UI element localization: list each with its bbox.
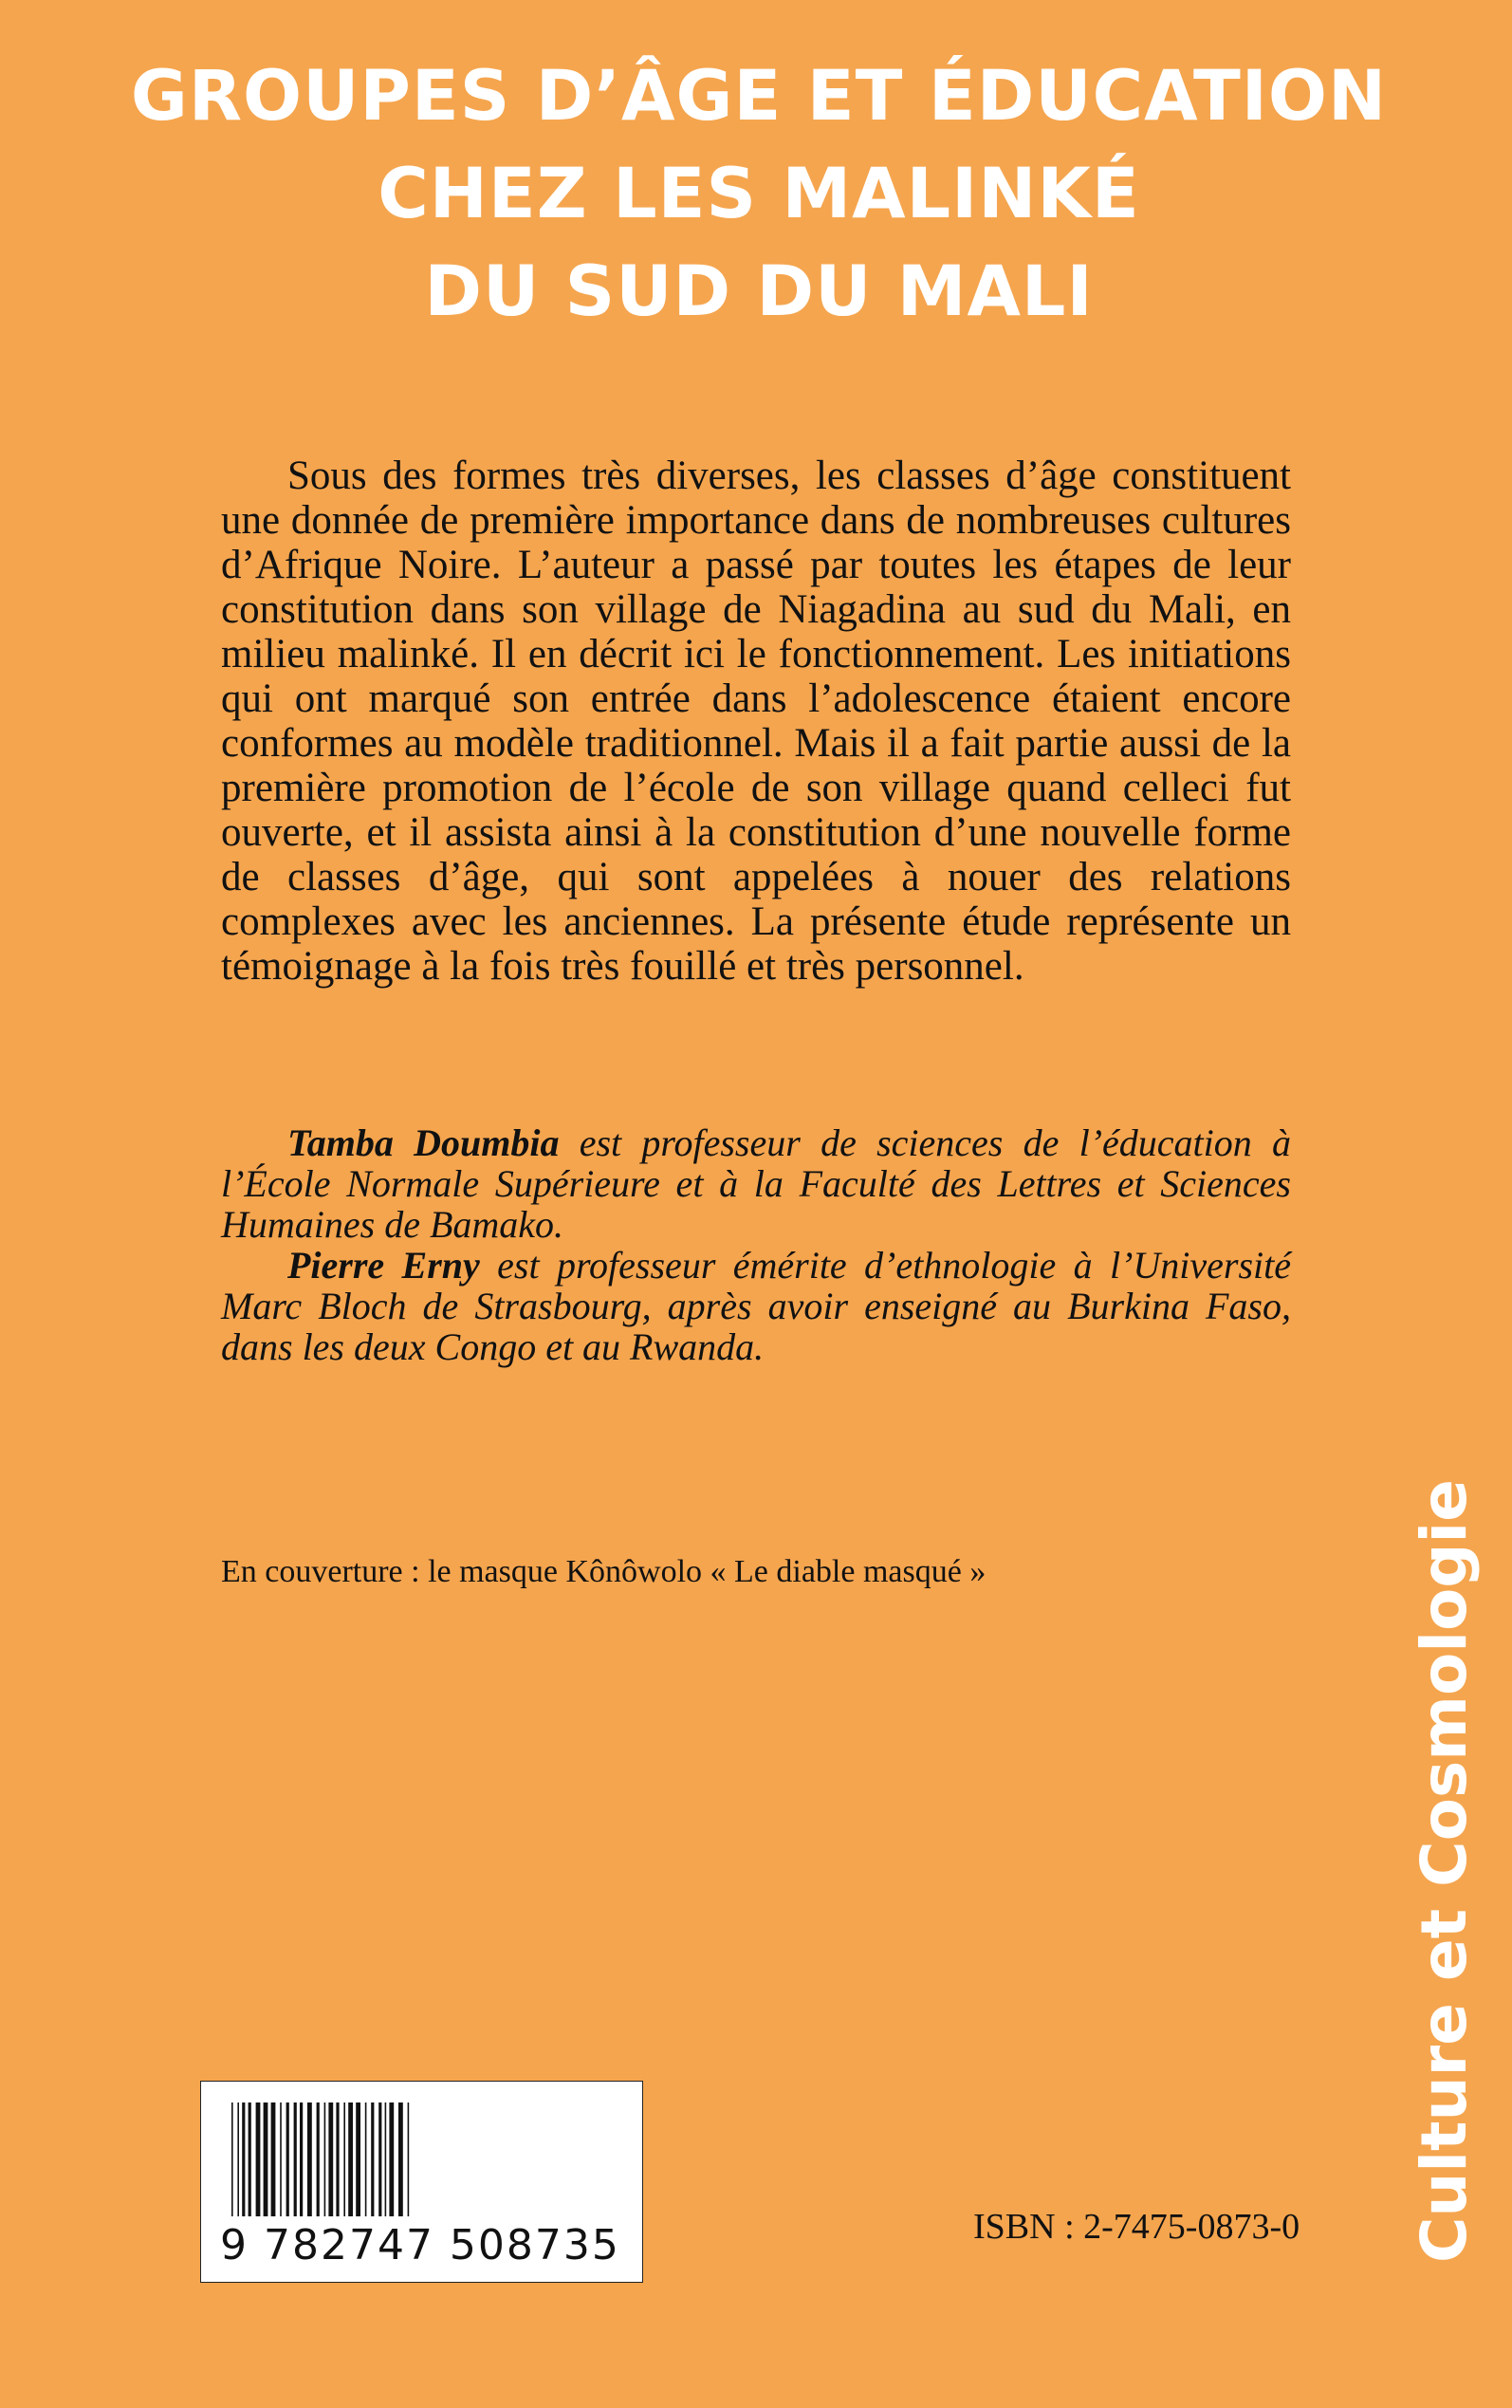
barcode-bar <box>408 2102 410 2216</box>
author-bios <box>221 1122 1291 1367</box>
barcode-bar <box>324 2102 326 2216</box>
title-line-3: DU SUD DU MALI <box>424 251 1094 332</box>
author-bio-2 <box>221 1245 1291 1367</box>
barcode-bar <box>385 2102 387 2216</box>
barcode-bar <box>336 2102 339 2216</box>
barcode-bar <box>300 2102 303 2216</box>
barcode-bar <box>242 2102 245 2216</box>
back-cover-blurb: Sous des formes très diverses, les classes d’âge constituent une donnée de première importance dans de nombreuses cultures d’Afrique Noire. L’auteur a passé par toutes les étapes de leur constitution dans son village de Niagadina au sud du Mali, en milieu malinké. Il en décrit ici le fonctionnement. Les initiations qui ont marqué son entrée dans l’adolescence étaient encore conformes au modèle traditionnel. Mais il a fait partie aussi de la première promotion de l’école de son village quand celleci fut ouverte, et il assista ainsi à la constitution d’une nouvelle forme de classes d’âge, qui sont appelées à nouer des relations complexes avec les anciennes. La présente étude représente un témoignage à la fois très fouillé et très personnel. <box>221 454 1291 989</box>
barcode-bar <box>365 2102 367 2216</box>
author-text-2: est professeur émérite d’ethnologie à l’Université Marc Bloch de Strasbourg, après avoir enseigné au Burkina Faso, dans les deux Congo et au Rwanda. <box>221 1244 1292 1368</box>
barcode-bar <box>371 2102 374 2216</box>
author-text-1: est professeur de sciences de l’éducation à l’École Normale Supérieure et à la Faculté des Lettres et Sciences Humaines de Bamako. <box>221 1121 1291 1246</box>
barcode-bar <box>398 2102 403 2216</box>
series-label <box>1402 1479 1487 2263</box>
series-name: Culture et Cosmologie <box>1408 1479 1481 2263</box>
barcode-bar <box>317 2102 320 2216</box>
barcode-bar <box>328 2102 333 2216</box>
barcode-bar <box>389 2102 394 2216</box>
cover-credit: En couverture : le masque Kônôwolo « Le diable masqué » <box>221 1554 986 1589</box>
barcode-bars <box>230 2102 618 2216</box>
title-line-1: GROUPES D’ÂGE ET ÉDUCATION <box>130 56 1388 137</box>
barcode-bar <box>356 2102 360 2216</box>
barcode-bar <box>249 2102 251 2216</box>
barcode-bar <box>348 2102 353 2216</box>
author-name-1: Tamba Doumbia <box>287 1121 560 1164</box>
isbn: ISBN : 2-7475-0873-0 <box>973 2207 1300 2247</box>
barcode-bar <box>256 2102 261 2216</box>
barcode-bar <box>378 2102 381 2216</box>
author-bio-1 <box>221 1122 1291 1245</box>
barcode-digits: 9 782747 508735 <box>220 2221 620 2269</box>
barcode-bar <box>264 2102 268 2216</box>
barcode-bar <box>286 2102 289 2216</box>
book-title <box>57 47 1461 341</box>
barcode-bar <box>280 2102 282 2216</box>
author-name-2: Pierre Erny <box>287 1244 480 1287</box>
barcode-bar <box>271 2102 276 2216</box>
title-line-2: CHEZ LES MALINKÉ <box>378 154 1140 234</box>
barcode-bar <box>237 2102 239 2216</box>
barcode-bar <box>343 2102 345 2216</box>
barcode-bar <box>294 2102 297 2216</box>
barcode-bar <box>307 2102 312 2216</box>
barcode <box>200 2081 643 2283</box>
barcode-bar <box>231 2102 233 2216</box>
